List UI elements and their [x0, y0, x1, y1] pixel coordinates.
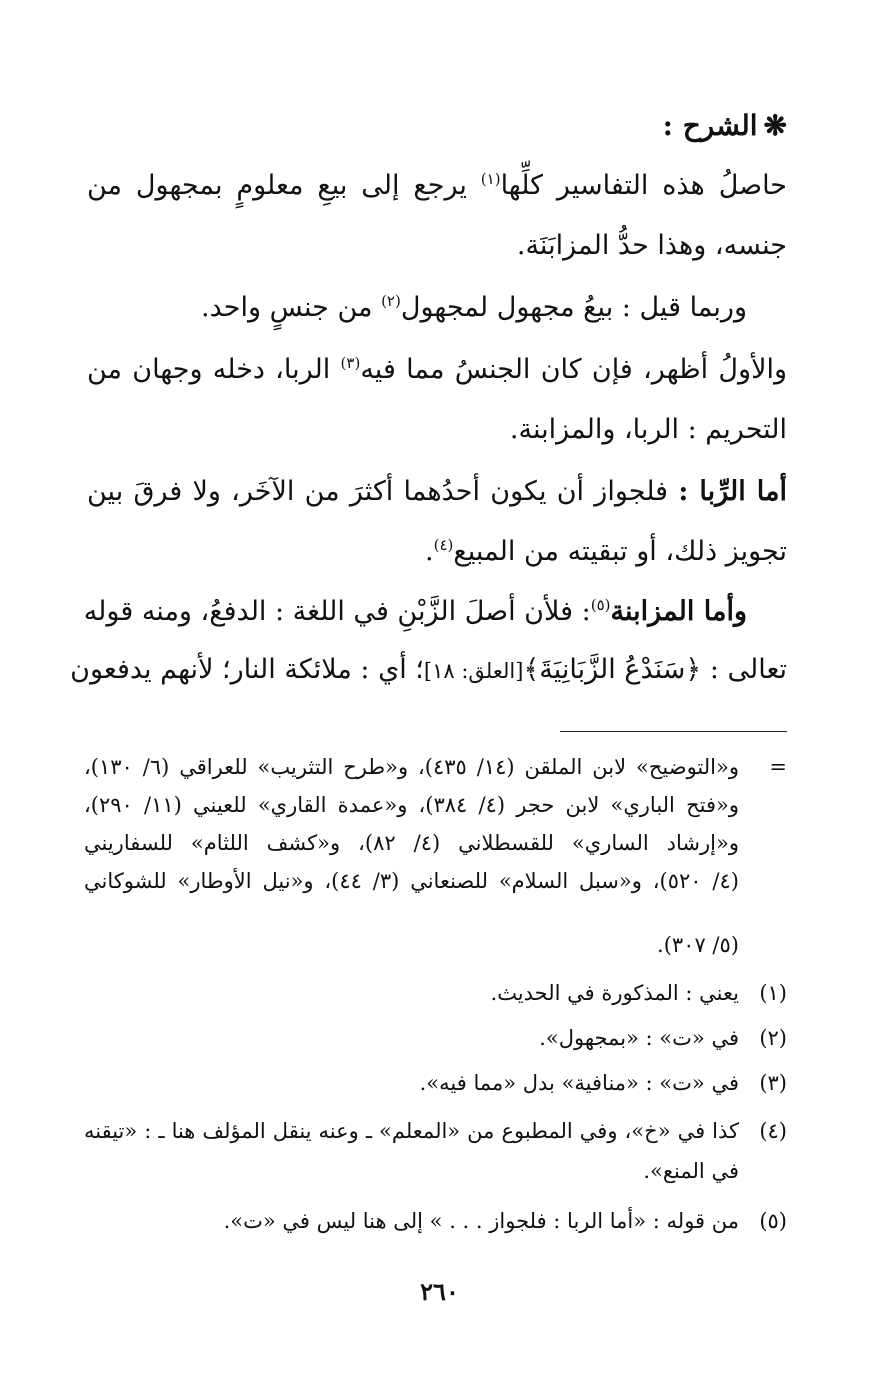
footnote-4-text-1: كذا في «خ»، وفي المطبوع من «المعلم» ـ وعنه ينقل المؤلف هنا ـ : «تيقنه — [84, 1119, 739, 1143]
verse-reference: [العلق: ١٨] — [423, 659, 524, 683]
section-heading — [663, 106, 787, 146]
body-text: تعالى : — [709, 654, 787, 685]
footnote-4-text-2: في المنع». — [643, 1159, 739, 1183]
footnote-3-number: (٣) — [759, 1071, 787, 1095]
body-text: وربما قيل : بيعُ مجهول لمجهول — [400, 292, 747, 323]
footnote-5-number: (٥) — [759, 1209, 787, 1233]
footnote-ref-3[interactable]: (٣) — [340, 354, 361, 372]
body-text: الربا، دخله وجهان من — [87, 354, 331, 385]
body-line-3 — [87, 290, 787, 326]
body-line-7 — [87, 534, 787, 570]
body-line-4 — [87, 352, 787, 388]
body-text: ؛ أي : ملائكة النار؛ لأنهم يدفعون — [70, 654, 424, 685]
footnote-ref-1[interactable]: (١) — [480, 170, 501, 188]
body-line-1 — [87, 168, 787, 204]
continuation-mark: = — [769, 755, 787, 779]
body-line-8 — [83, 594, 787, 630]
footnote-ref-2[interactable]: (٢) — [381, 292, 401, 310]
subheading-riba: أما الرِّبا : — [678, 476, 787, 507]
continuation-line-2: و«فتح الباري» لابن حجر (٤/ ٣٨٤)، و«عمدة القاري» للعيني (١١/ ٢٩٠)، — [84, 793, 739, 817]
footnote-2-text: في «ت» : «بمجهول». — [539, 1026, 739, 1050]
footnote-2-number: (٢) — [759, 1026, 787, 1050]
quran-verse: ﴿سَنَدْعُ الزَّبَانِيَةَ﴾ — [523, 654, 702, 685]
body-text: فلجواز أن يكون أحدُهما أكثرَ من الآخَر، ولا فرقَ بين — [87, 476, 669, 507]
continuation-line-1: و«التوضيح» لابن الملقن (١٤/ ٤٣٥)، و«طرح التثريب» للعراقي (٦/ ١٣٠)، — [84, 755, 739, 779]
footnote-ref-5[interactable]: (٥) — [590, 596, 611, 614]
body-text: يرجع إلى بيعِ معلومٍ بمجهول من — [87, 170, 467, 201]
page-number: ٢٦٠ — [420, 1277, 459, 1306]
footnote-4-number: (٤) — [759, 1119, 787, 1143]
subheading-muzabana: وأما المزابنة — [610, 596, 747, 627]
body-text: تجويز ذلك، أو تبقيته من المبيع — [453, 536, 787, 567]
star-icon: ❋ — [763, 109, 787, 142]
continuation-line-3: و«إرشاد الساري» للقسطلاني (٤/ ٨٢)، و«كشف اللثام» للسفاريني — [84, 831, 739, 855]
body-line-9 — [70, 652, 787, 689]
heading-title: الشرح : — [662, 109, 758, 142]
footnote-ref-4[interactable]: (٤) — [433, 536, 454, 554]
body-text: حاصلُ هذه التفاسير كلِّها — [500, 170, 787, 201]
body-line-5 — [87, 412, 787, 448]
footnote-1-text: يعني : المذكورة في الحديث. — [490, 981, 739, 1005]
footnote-separator — [560, 731, 787, 732]
footnote-5-text: من قوله : «أما الربا : فلجواز . . . » إلى هنا ليس في «ت». — [223, 1209, 739, 1233]
body-text: والأولُ أظهر، فإن كان الجنسُ مما فيه — [360, 354, 788, 385]
body-text: : فلأن أصلَ الزَّبْنِ في اللغة : الدفعُ، ومنه قوله — [83, 596, 591, 627]
body-line-6 — [87, 474, 787, 510]
continuation-line-5: (٥/ ٣٠٧). — [657, 933, 739, 957]
footnote-3-text: في «ت» : «منافية» بدل «مما فيه». — [419, 1071, 739, 1095]
footnote-1-number: (١) — [759, 981, 787, 1005]
body-text: جنسه، وهذا حدُّ المزابَنَة. — [516, 230, 787, 261]
body-text: من جنسٍ واحد. — [201, 292, 373, 323]
body-text: . — [425, 536, 434, 567]
body-line-2 — [87, 228, 787, 264]
body-text: التحريم : الربا، والمزابنة. — [509, 414, 787, 445]
continuation-line-4: (٤/ ٥٢٠)، و«سبل السلام» للصنعاني (٣/ ٤٤)، و«نيل الأوطار» للشوكاني — [84, 869, 739, 893]
